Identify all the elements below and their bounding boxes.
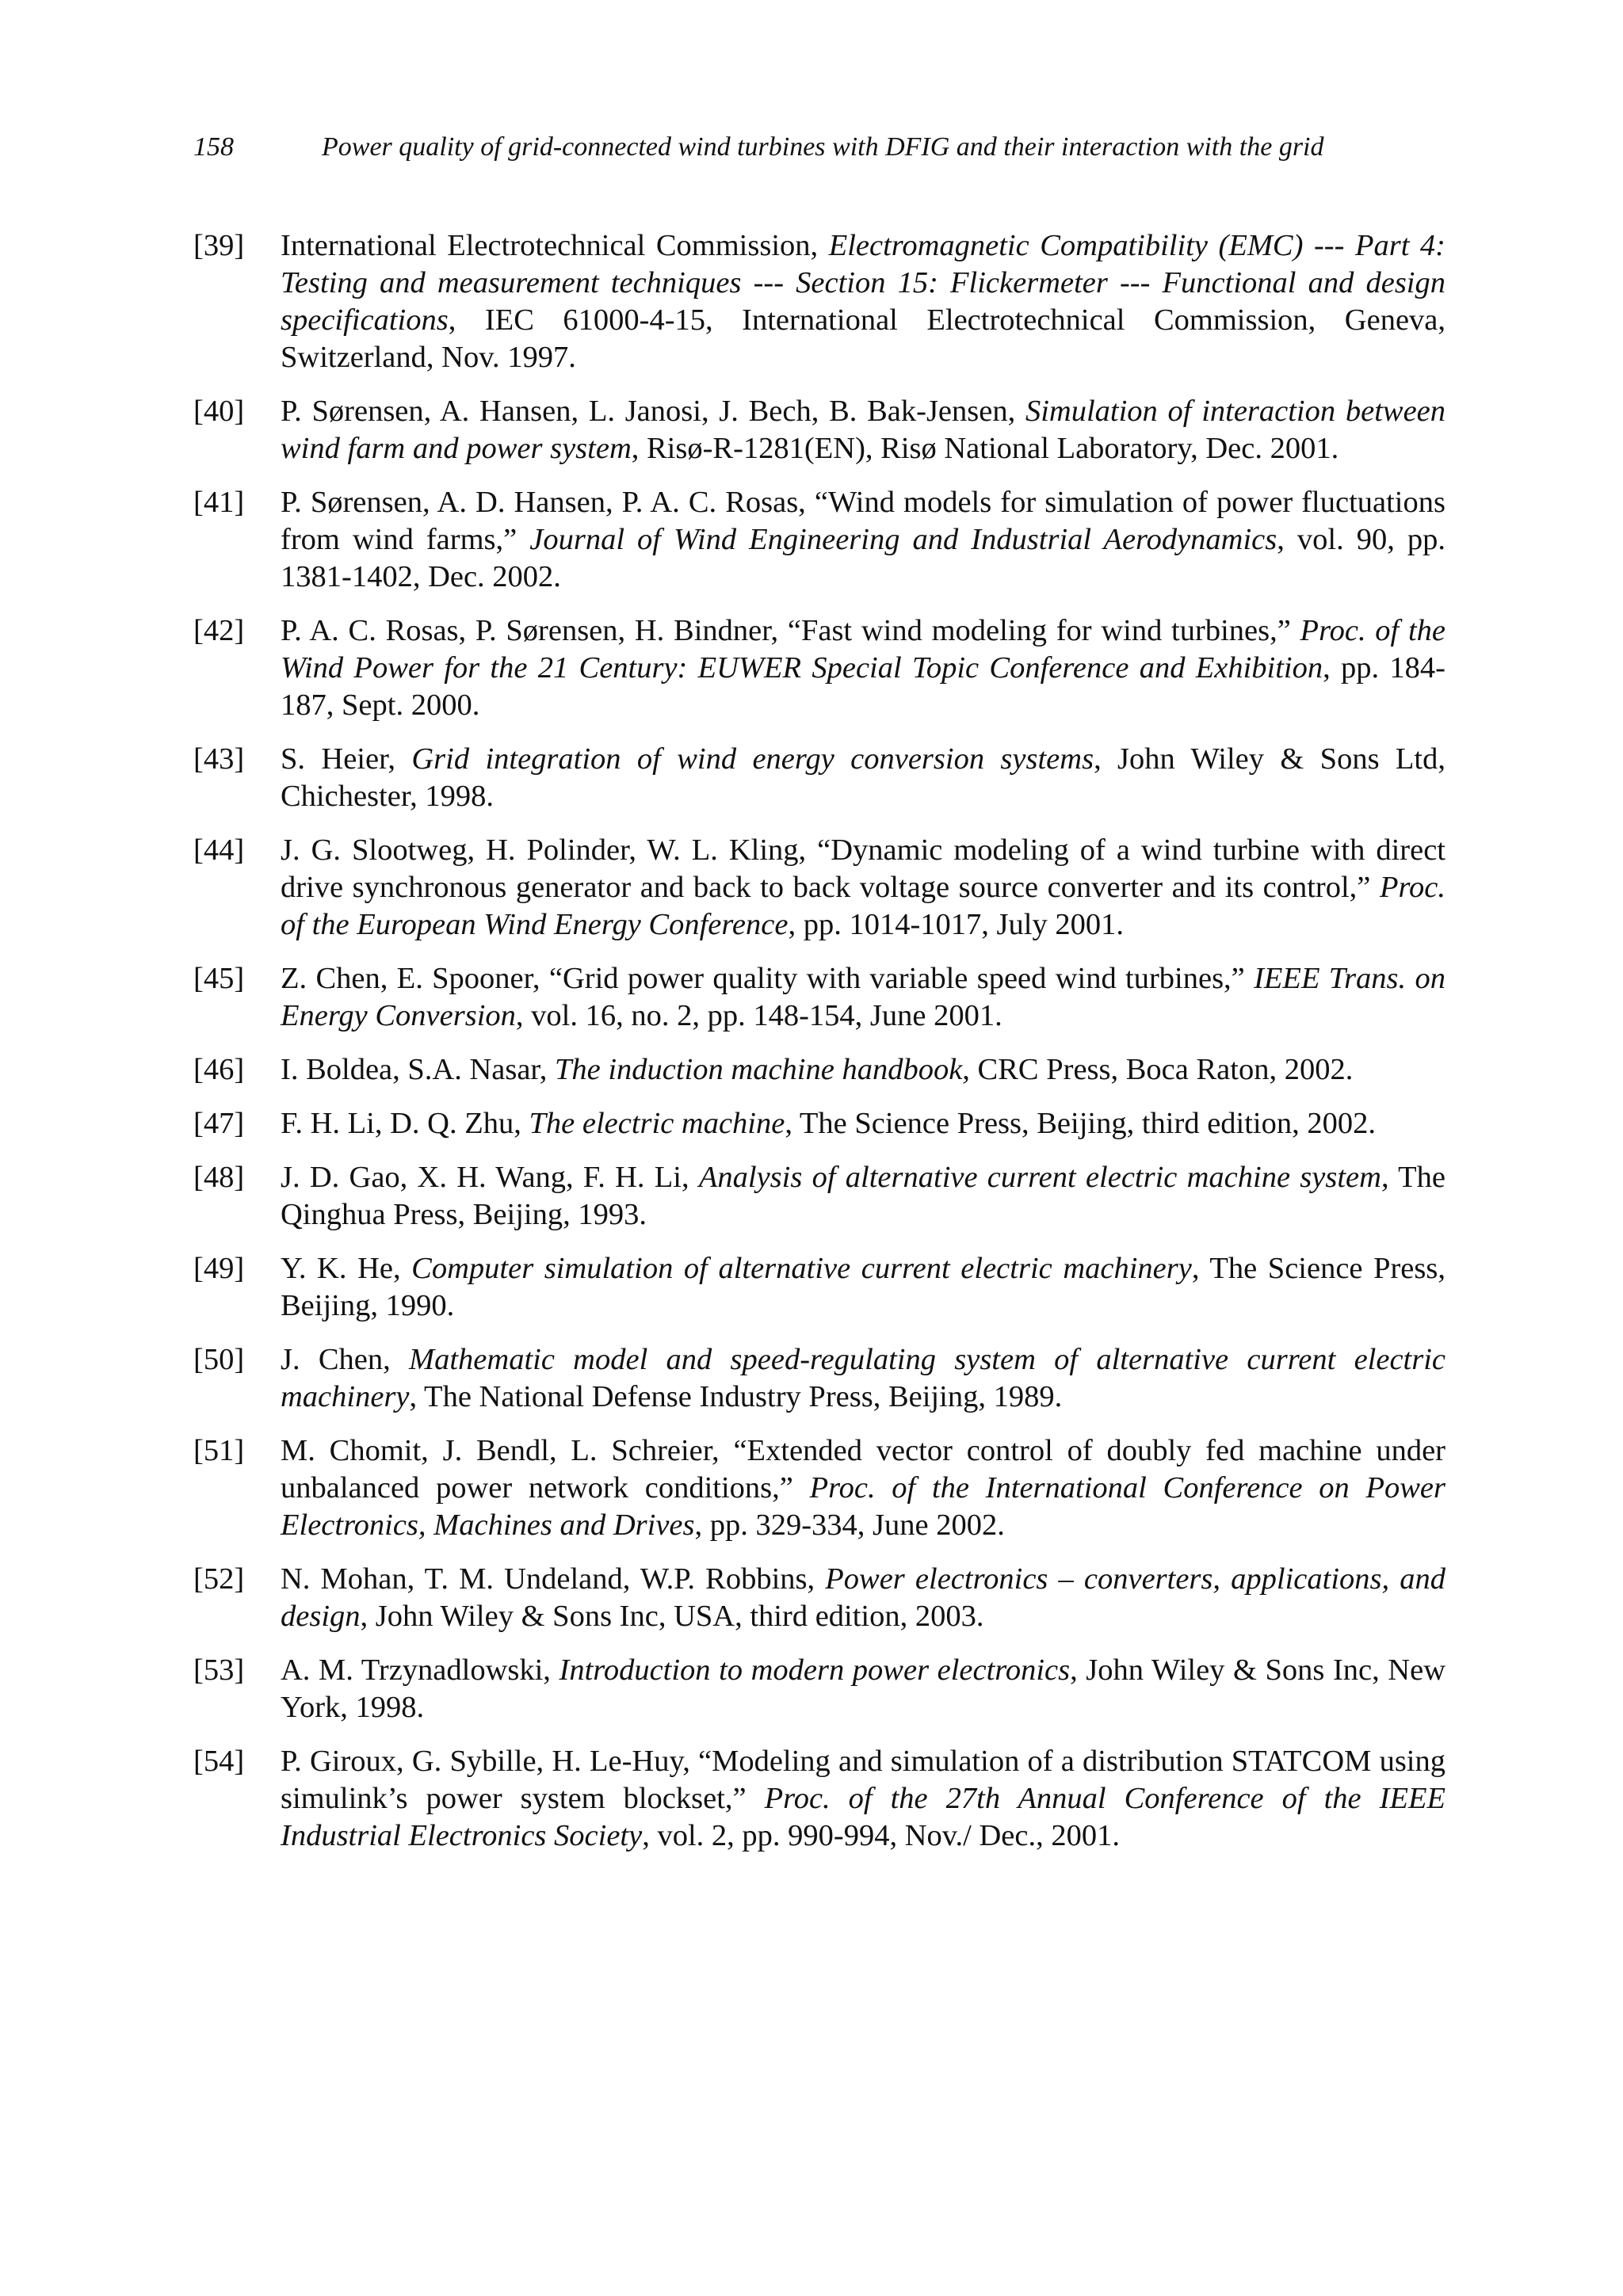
reference-number: [40]	[193, 395, 245, 428]
reference-segment: I. Boldea, S.A. Nasar,	[281, 1053, 555, 1086]
reference-text	[281, 1341, 1445, 1416]
reference-text	[281, 612, 1445, 724]
reference-number: [43]	[193, 742, 245, 776]
reference-item	[193, 960, 1445, 1035]
reference-item	[193, 1159, 1445, 1234]
reference-title: Electromagnetic Compatibility (EMC) --- Part 4: Testing and measurement techniques --- Section 15: Flickermeter --- Functional and design specifications	[281, 229, 1445, 337]
reference-title: Mathematic model and speed-regulating system of alternative current electric machinery	[281, 1343, 1446, 1413]
reference-text	[281, 1561, 1445, 1635]
reference-text	[281, 1250, 1445, 1325]
reference-text	[281, 960, 1445, 1035]
reference-item	[193, 741, 1445, 815]
reference-segment: A. M. Trzynadlowski,	[281, 1653, 559, 1687]
reference-item	[193, 1250, 1445, 1325]
reference-segment: J. Chen,	[281, 1343, 410, 1376]
running-header	[193, 130, 1445, 165]
reference-title: Proc. of the European Wind Energy Conference	[281, 871, 1445, 941]
reference-text	[281, 393, 1445, 467]
reference-title: Introduction to modern power electronics	[559, 1653, 1071, 1687]
reference-title: Analysis of alternative current electric machine system	[698, 1161, 1381, 1194]
reference-segment: , The Qinghua Press, Beijing, 1993.	[281, 1161, 1445, 1231]
running-title: Power quality of grid-connected wind turbines with DFIG and their interaction with the grid	[322, 132, 1324, 162]
reference-segment: F. H. Li, D. Q. Zhu,	[281, 1107, 529, 1140]
reference-segment: , Risø-R-1281(EN), Risø National Laboratory, Dec. 2001.	[631, 432, 1339, 465]
reference-title: Grid integration of wind energy conversion systems	[411, 742, 1094, 776]
reference-item	[193, 227, 1445, 376]
reference-item	[193, 832, 1445, 944]
reference-title: Journal of Wind Engineering and Industrial Aerodynamics	[529, 523, 1277, 556]
reference-title: Proc. of the 27th Annual Conference of the IEEE Industrial Electronics Society	[281, 1782, 1445, 1852]
reference-text	[281, 741, 1445, 815]
reference-item	[193, 1105, 1445, 1142]
reference-item	[193, 1561, 1445, 1635]
reference-text	[281, 1105, 1445, 1142]
reference-segment: , John Wiley & Sons Inc, USA, third edition, 2003.	[360, 1600, 984, 1633]
reference-text	[281, 1159, 1445, 1234]
reference-title: Simulation of interaction between wind farm and power system	[281, 395, 1445, 465]
reference-segment: J. D. Gao, X. H. Wang, F. H. Li,	[281, 1161, 699, 1194]
reference-segment: N. Mohan, T. M. Undeland, W.P. Robbins,	[281, 1562, 826, 1596]
reference-text	[281, 1652, 1445, 1726]
reference-segment: P. Giroux, G. Sybille, H. Le-Huy, “Modeling and simulation of a distribution STATCOM using simulink’s power system blockset,”	[281, 1745, 1445, 1815]
reference-segment: , The National Defense Industry Press, Beijing, 1989.	[409, 1380, 1063, 1413]
reference-item	[193, 393, 1445, 467]
reference-text	[281, 1051, 1445, 1089]
reference-number: [51]	[193, 1434, 245, 1467]
reference-segment: P. Sørensen, A. Hansen, L. Janosi, J. Bech, B. Bak-Jensen,	[281, 395, 1025, 428]
reference-segment: M. Chomit, J. Bendl, L. Schreier, “Extended vector control of doubly fed machine under unbalanced power network conditions,”	[281, 1434, 1445, 1505]
reference-segment: , IEC 61000-4-15, International Electrotechnical Commission, Geneva, Switzerland, Nov. 1997.	[281, 303, 1445, 374]
reference-number: [47]	[193, 1107, 245, 1140]
reference-list	[193, 227, 1445, 1871]
reference-number: [53]	[193, 1653, 245, 1687]
reference-number: [48]	[193, 1161, 245, 1194]
reference-text	[281, 1743, 1445, 1855]
reference-number: [54]	[193, 1745, 245, 1778]
reference-title: IEEE Trans. on Energy Conversion	[281, 962, 1445, 1032]
reference-number: [41]	[193, 486, 245, 519]
reference-title: The electric machine	[529, 1107, 785, 1140]
reference-segment: S. Heier,	[281, 742, 412, 776]
reference-segment: P. A. C. Rosas, P. Sørensen, H. Bindner, “Fast wind modeling for wind turbines,”	[281, 614, 1300, 647]
reference-item	[193, 1743, 1445, 1855]
reference-text	[281, 832, 1445, 944]
reference-number: [49]	[193, 1252, 245, 1285]
reference-number: [45]	[193, 962, 245, 995]
reference-title: Proc. of the Wind Power for the 21 Century: EUWER Special Topic Conference and Exhibition	[281, 614, 1446, 685]
reference-number: [39]	[193, 229, 245, 262]
reference-item	[193, 484, 1445, 596]
reference-segment: P. Sørensen, A. D. Hansen, P. A. C. Rosas, “Wind models for simulation of power fluctuations from wind farms,”	[281, 486, 1445, 556]
reference-number: [46]	[193, 1053, 245, 1086]
reference-item	[193, 1652, 1445, 1726]
reference-number: [44]	[193, 833, 245, 867]
reference-title: Computer simulation of alternative current electric machinery	[411, 1252, 1192, 1285]
reference-item	[193, 612, 1445, 724]
reference-segment: , John Wiley & Sons Ltd, Chichester, 1998.	[281, 742, 1445, 813]
reference-title: The induction machine handbook	[554, 1053, 963, 1086]
reference-segment: , The Science Press, Beijing, 1990.	[281, 1252, 1445, 1322]
reference-item	[193, 1432, 1445, 1544]
reference-segment: , pp. 184-187, Sept. 2000.	[281, 651, 1446, 722]
reference-segment: , pp. 1014-1017, July 2001.	[788, 908, 1124, 941]
reference-segment: , pp. 329-334, June 2002.	[694, 1508, 1005, 1542]
reference-segment: , John Wiley & Sons Inc, New York, 1998.	[281, 1653, 1445, 1724]
page-number: 158	[193, 132, 234, 162]
reference-segment: Z. Chen, E. Spooner, “Grid power quality with variable speed wind turbines,”	[281, 962, 1254, 995]
reference-text	[281, 484, 1445, 596]
reference-title: Power electronics – converters, applications, and design	[281, 1562, 1446, 1633]
reference-segment: Y. K. He,	[281, 1252, 412, 1285]
reference-segment: , The Science Press, Beijing, third edition, 2002.	[785, 1107, 1376, 1140]
reference-segment: J. G. Slootweg, H. Polinder, W. L. Kling, “Dynamic modeling of a wind turbine with direct drive synchronous generator and back to back voltage source converter and its control,”	[281, 833, 1445, 904]
reference-segment: , vol. 90, pp. 1381-1402, Dec. 2002.	[281, 523, 1445, 593]
reference-segment: , CRC Press, Boca Raton, 2002.	[962, 1053, 1354, 1086]
reference-segment: International Electrotechnical Commission,	[281, 229, 829, 262]
reference-title: Proc. of the International Conference on Power Electronics, Machines and Drives	[281, 1471, 1445, 1542]
reference-text	[281, 227, 1445, 376]
reference-number: [52]	[193, 1562, 245, 1596]
reference-segment: , vol. 16, no. 2, pp. 148-154, June 2001.	[515, 999, 1002, 1032]
reference-segment: , vol. 2, pp. 990-994, Nov./ Dec., 2001.	[642, 1819, 1120, 1852]
reference-item	[193, 1341, 1445, 1416]
reference-number: [42]	[193, 614, 245, 647]
reference-number: [50]	[193, 1343, 245, 1376]
reference-text	[281, 1432, 1445, 1544]
reference-item	[193, 1051, 1445, 1089]
